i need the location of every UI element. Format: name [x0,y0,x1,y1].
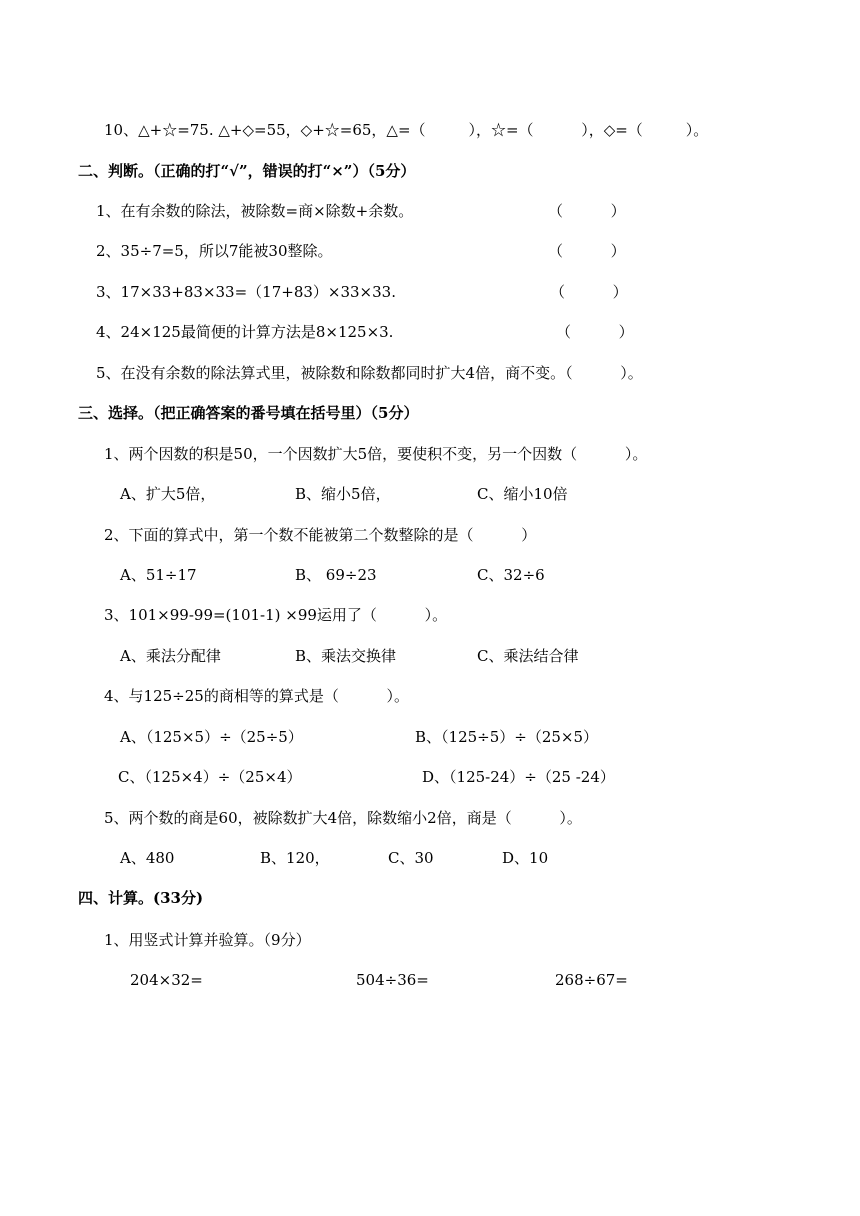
calc-problem-2: 504÷36= [356,971,429,989]
judge-bracket-3: （ ） [550,283,628,301]
choice-q3-opt-b: B、乘法交换律 [295,647,397,665]
choice-q4-opt-c: C、（125×4）÷（25×4） [118,768,302,786]
calc-problem-3: 268÷67= [555,971,628,989]
calc-sub-1: 1、用竖式计算并验算。（9分） [104,931,311,949]
choice-q3-opt-c: C、乘法结合律 [477,647,579,665]
choice-q4-opt-d: D、（125-24）÷（25 -24） [422,768,615,786]
choice-q1-opt-b: B、缩小5倍， [295,485,391,503]
judge-bracket-4: （ ） [556,323,634,341]
choice-q2-opt-c: C、32÷6 [477,566,545,584]
judge-bracket-1: （ ） [548,202,626,220]
section-4-heading: 四、计算。(33分) [78,889,204,907]
calc-problem-1: 204×32= [130,971,203,989]
section-2-heading: 二、判断。（正确的打“√”，错误的打“×”）（5分） [78,162,416,180]
choice-q5-opt-a: A、480 [120,849,175,867]
judge-item-4: 4、24×125最简便的计算方法是8×125×3. [96,323,394,341]
choice-q3-opt-a: A、乘法分配律 [120,647,221,665]
choice-q5: 5、两个数的商是60，被除数扩大4倍，除数缩小2倍，商是（ ）。 [104,809,582,827]
question-10: 10、△+☆=75. △+◇=55，◇+☆=65，△=（ ），☆=（ ），◇=（ ）。 [104,121,709,139]
choice-q5-opt-c: C、30 [388,849,434,867]
choice-q1: 1、两个因数的积是50，一个因数扩大5倍，要使积不变，另一个因数（ ）。 [104,445,648,463]
choice-q4: 4、与125÷25的商相等的算式是（ ）。 [104,687,410,705]
choice-q2-opt-b: B、 69÷23 [295,566,377,584]
choice-q1-opt-a: A、扩大5倍， [120,485,216,503]
choice-q3: 3、101×99-99=(101-1) ×99运用了（ ）。 [104,606,448,624]
choice-q1-opt-c: C、缩小10倍 [477,485,568,503]
choice-q5-opt-d: D、10 [502,849,549,867]
choice-q2: 2、下面的算式中，第一个数不能被第二个数整除的是（ ） [104,526,537,544]
choice-q2-opt-a: A、51÷17 [120,566,197,584]
judge-item-2: 2、35÷7=5，所以7能被30整除。 [96,242,333,260]
judge-bracket-2: （ ） [548,242,626,260]
judge-item-1: 1、在有余数的除法，被除数=商×除数+余数。 [96,202,414,220]
choice-q4-opt-b: B、（125÷5）÷（25×5） [415,728,599,746]
choice-q5-opt-b: B、120， [260,849,330,867]
choice-q4-opt-a: A、（125×5）÷（25÷5） [120,728,303,746]
section-3-heading: 三、选择。（把正确答案的番号填在括号里）（5分） [78,404,419,422]
judge-item-3: 3、17×33+83×33=（17+83）×33×33. [96,283,396,301]
judge-item-5: 5、在没有余数的除法算式里，被除数和除数都同时扩大4倍，商不变。（ ）。 [96,364,643,382]
